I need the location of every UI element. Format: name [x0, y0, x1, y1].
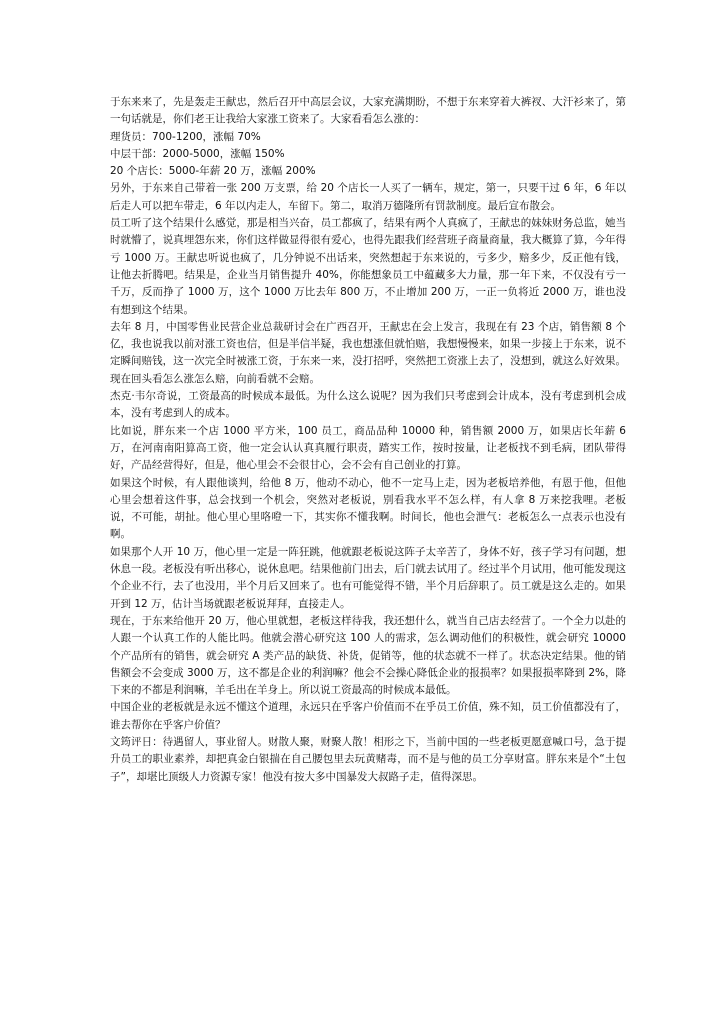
- paragraph-commentary: 文筠评日：待遇留人，事业留人。财散人聚，财聚人散！相形之下，当前中国的一些老板更愿意喊口号，急于提升员工的职业素养，却把真金白银揣在自己腰包里去玩黄赌毒，而不是与他的员工分享财富。胖东来是个“土包子”，却堪比顶级人力资源专家！他没有按大多中国暴发大叔路子走，值得深思。: [110, 735, 626, 783]
- article-body: [110, 94, 626, 786]
- paragraph-staff-reaction: 员工听了这个结果什么感觉，那是相当兴奋，员工都疯了，结果有两个人真疯了，王献忠的妹妹财务总监，她当时就懵了，说真埋怨东来，你们这样做显得很有爱心，也得先跟我们经营班子商量商量，我大概算了算，今年得亏 1000 万。王献忠听说也疯了，几分钟说不出话来，突然想起于东来说的，亏多少，赔多少，反正他有钱，让他去折腾吧。结果是，企业当月销售提升 40%，你能想象员工中蕴藏多大力量，那一年下来，不仅没有亏一千万，反而挣了 1000 万，这个 1000 万比去年 800 万，不止增加 200 万，一正一负将近 2000 万，谁也没有想到这个结果。: [110, 217, 626, 316]
- paragraph-offer-10: 如果那个人开 10 万，他心里一定是一阵狂跳，他就跟老板说这阵子太辛苦了，身体不好，孩子学习有问题，想休息一段。老板没有听出移心，说休息吧。结果他前门出去，后门就去试用了。经过半个月试用，他可能发现这个企业不行，去了也没用，半个月后又回来了。也有可能觉得不错，半个月后辞职了。员工就是这么走的。如果开到 12 万，估计当场就跟老板说拜拜，直接走人。: [110, 545, 626, 610]
- paragraph-conference: 去年 8 月，中国零售业民营企业总裁研讨会在广西召开，王献忠在会上发言，我现在有 23 个店，销售额 8 个亿，我也说我以前对涨工资也信，但是半信半疑，我也想涨但就怕赔，我想慢慢来，如果一步接上于东来，说不定瞬间赔钱，这一次完全时被涨工资，于东来一来，没打招呼，突然把工资涨上去了，没想到，就这么好效果。现在回头看怎么涨怎么赔，向前看就不会赔。: [110, 320, 626, 385]
- paragraph-offer-8: 如果这个时候，有人跟他谈判，给他 8 万，他动不动心，他不一定马上走，因为老板培养他，有恩于他，但他心里会想着这件事，总会找到一个机会，突然对老板说，别看我水平不怎么样，有人拿 8 万来挖我哩。老板说，不可能，胡扯。他心里心里咯噔一下，其实你不懂我啊。时间长，他也会泄气：老板怎么一点表示也没有啊。: [110, 476, 626, 541]
- paragraph-offer-20: 现在，于东来给他开 20 万，他心里就想，老板这样待我，我还想什么，就当自己店去经营了。一个全力以赴的人跟一个认真工作的人能比吗。他就会潜心研究这 100 人的需求，怎么调动他们的积极性，就会研究 10000 个产品所有的销售，就会研究 A 类产品的缺货、补货，促销等，他的状态就不一样了。状态决定结果。他的销售额会不会变成 3000 万，这不都是企业的利润嘛？他会不会操心降低企业的报损率？如果报损率降到 2%，降下来的不都是利润嘛，羊毛出在羊身上。所以说工资最高的时候成本最低。: [110, 614, 626, 697]
- paragraph-chinese-bosses: 中国企业的老板就是永远不懂这个道理，永远只在乎客户价值而不在乎员工价值，殊不知，员工价值都没有了，谁去帮你在乎客户价值？: [110, 701, 626, 731]
- paragraph-raise-clerk: 理货员：700-1200，涨幅 70%: [110, 130, 261, 143]
- paragraph-cars: 另外，于东来自己带着一张 200 万支票，给 20 个店长一人买了一辆车，规定，第一，只要干过 6 年，6 年以后走人可以把车带走，6 年以内走人，车留下。第二，取消万德隆所有罚款制度。最后宣布散会。: [110, 182, 626, 212]
- paragraph-raise-middle: 中层干部：2000-5000，涨幅 150%: [110, 147, 285, 160]
- paragraph-intro: 于东来来了，先是轰走王献忠，然后召开中高层会议，大家充满期盼，不想于东来穿着大裤衩、大汗衫来了，第一句话就是，你们老王让我给大家涨工资来了。大家看看怎么涨的：: [110, 96, 626, 126]
- paragraph-example-store: 比如说，胖东来一个店 1000 平方米，100 员工，商品品种 10000 种，销售额 2000 万，如果店长年薪 6 万，在河南南阳算高工资，他一定会认认真真履行职责，踏实工作，按时按量，让老板找不到毛病，团队带得好，产品经营得好，但是，他心里会不会很甘心，会不会有自己创业的打算。: [110, 424, 626, 472]
- paragraph-raise-manager: 20 个店长：5000-年薪 20 万，涨幅 200%: [110, 165, 316, 178]
- paragraph-welch: 杰克·韦尔奇说，工资最高的时候成本最低。为什么这么说呢？因为我们只考虑到会计成本，没有考虑到机会成本，没有考虑到人的成本。: [110, 390, 626, 420]
